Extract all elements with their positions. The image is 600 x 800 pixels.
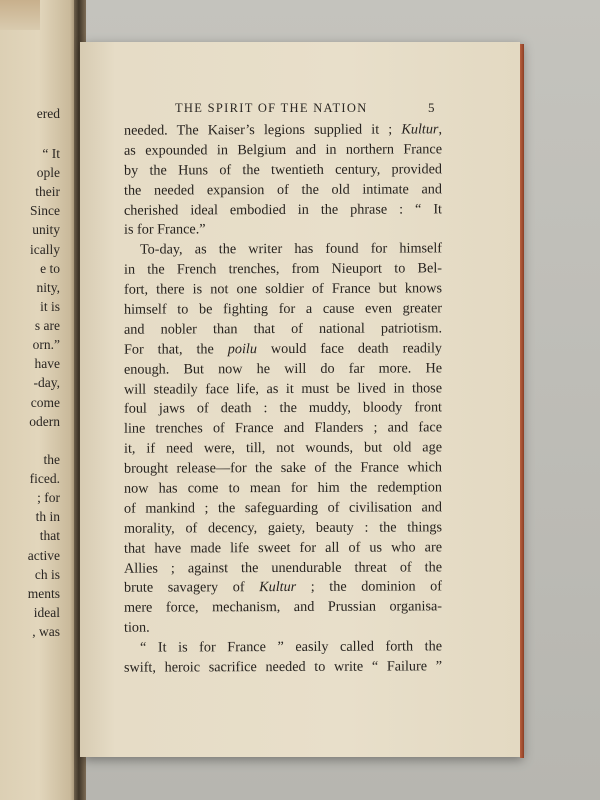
text-line: in the French trenches, from Nieuport to Bel-: [124, 260, 442, 278]
left-text-fragment: come: [30, 395, 60, 410]
text-line: foul jaws of death : the muddy, bloody front: [124, 399, 442, 418]
text-line: brute savagery of Kultur ; the dominion of: [124, 578, 443, 597]
left-text-fragment: ; for: [37, 490, 60, 505]
text-line: is for France.”: [124, 221, 206, 239]
left-text-fragment: th in: [35, 509, 60, 524]
left-page: [0, 0, 78, 800]
left-text-fragment: ically: [30, 242, 60, 257]
text-line: by the Huns of the twentieth century, provided: [124, 161, 442, 179]
left-text-fragment: -day,: [33, 375, 60, 390]
left-text-fragment: e to: [40, 261, 60, 276]
left-text-fragment: Since: [30, 203, 60, 218]
torn-cover-corner: [0, 0, 40, 30]
text-line: that have made life sweet for all of us who are: [124, 539, 442, 557]
left-text-fragment: ideal: [33, 605, 60, 620]
page-number: 5: [428, 100, 435, 115]
left-text-fragment: , was: [32, 624, 60, 639]
text-line: mere force, mechanism, and Prussian organisa-: [124, 598, 442, 617]
text-line: the needed expansion of the old intimate and: [124, 180, 442, 199]
left-text-fragment: their: [35, 184, 60, 199]
left-text-fragment: ficed.: [29, 471, 60, 486]
left-text-fragment: ered: [36, 106, 60, 121]
text-line: enough. But now he will do far more. He: [124, 359, 442, 378]
text-line: cherished ideal embodied in the phrase : “ It: [124, 200, 442, 219]
text-line: of mankind ; the safeguarding of civilisation and: [124, 499, 442, 517]
left-text-fragment: odern: [29, 414, 60, 429]
text-line: morality, of decency, gaiety, beauty : the things: [124, 519, 442, 537]
text-line: “ It is for France ” easily called forth the: [140, 638, 442, 656]
text-line: brought release—for the sake of the France which: [124, 459, 442, 477]
text-line: fort, there is not one soldier of France but knows: [124, 280, 442, 298]
left-text-fragment: orn.”: [32, 337, 60, 352]
left-text-fragment: nity,: [36, 280, 60, 295]
text-line: line trenches of France and Flanders ; and face: [124, 419, 442, 438]
left-text-fragment: the: [43, 452, 60, 467]
left-text-fragment: that: [39, 528, 60, 543]
left-text-fragment: it is: [40, 299, 60, 314]
left-text-fragment: ments: [27, 586, 60, 601]
left-text-fragment: “ It: [42, 146, 60, 161]
body-text: [124, 120, 442, 678]
left-text-fragment: s are: [34, 318, 60, 333]
text-line: it, if need were, till, not wounds, but old age: [124, 439, 442, 457]
text-line: as expounded in Belgium and in northern France: [124, 141, 442, 159]
running-header: THE SPIRIT OF THE NATION: [175, 101, 368, 115]
text-line: tion.: [124, 619, 150, 636]
text-line: Allies ; against the unendurable threat of the: [124, 558, 442, 577]
left-text-fragment: ch is: [34, 567, 60, 582]
page-edge: [520, 44, 524, 758]
text-line: himself to be fighting for a cause even greater: [124, 300, 442, 318]
text-line: and nobler than that of national patriotism.: [124, 320, 442, 338]
text-line: now has come to mean for him the redemption: [124, 479, 442, 497]
left-text-fragment: ople: [36, 165, 60, 180]
left-text-fragment: unity: [32, 222, 60, 237]
text-line: will steadily face life, as it must be lived in those: [124, 379, 442, 398]
left-text-fragment: have: [34, 356, 60, 371]
text-line: To-day, as the writer has found for himself: [140, 240, 442, 258]
text-line: needed. The Kaiser’s legions supplied it ; Kultur,: [124, 121, 442, 139]
left-text-fragment: active: [27, 548, 60, 563]
text-line: swift, heroic sacrifice needed to write “ Failure ”: [124, 658, 442, 676]
text-line: For that, the poilu would face death readily: [124, 340, 442, 358]
